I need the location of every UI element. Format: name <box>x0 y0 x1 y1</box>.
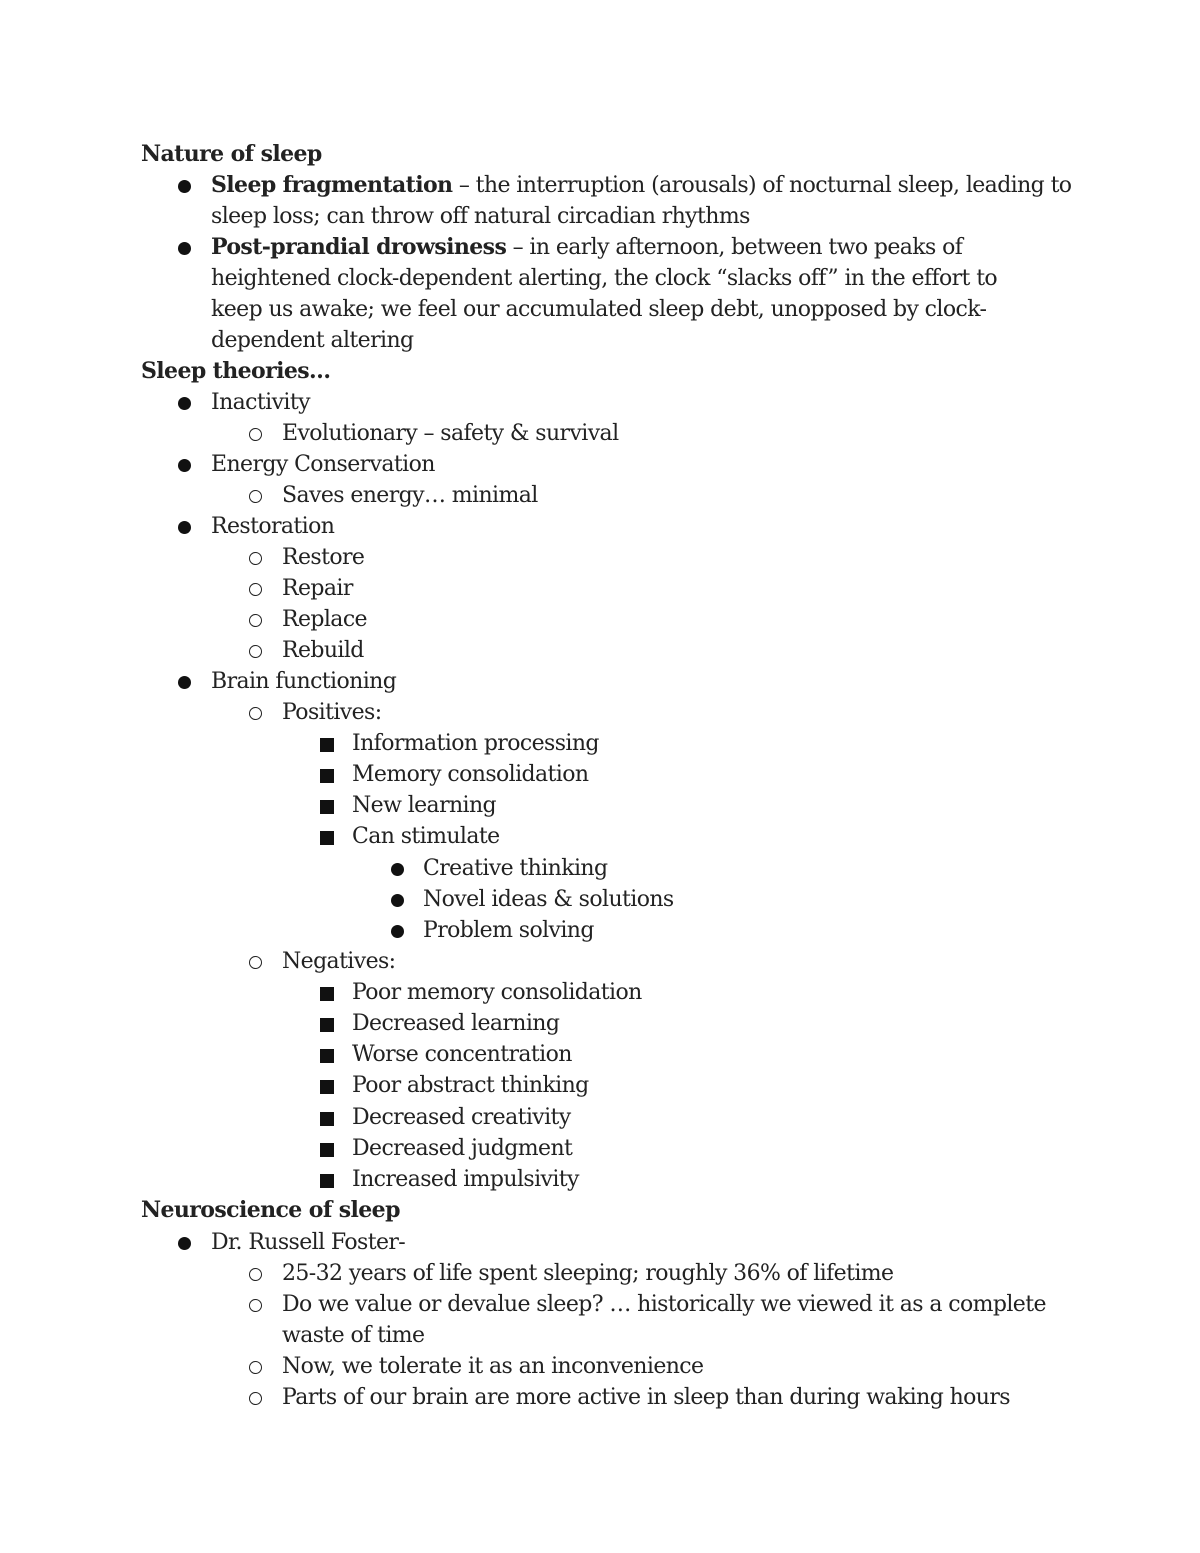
bullet-disc-icon <box>178 521 191 534</box>
list-item: Creative thinking <box>423 856 608 881</box>
bullet-disc-icon <box>391 925 404 938</box>
bullet-square-icon <box>320 1143 334 1157</box>
list-item: Information processing <box>352 731 599 756</box>
list-item: Parts of our brain are more active in sleep than during waking hours <box>282 1385 1010 1410</box>
list-item: Do we value or devalue sleep? … historically we viewed it as a complete <box>282 1292 1046 1317</box>
list-item: Energy Conservation <box>211 452 435 477</box>
list-item: Restoration <box>211 514 335 539</box>
bullet-square-icon <box>320 1049 334 1063</box>
bullet-disc-icon <box>178 459 191 472</box>
definition: – in early afternoon, between two peaks of <box>506 235 963 260</box>
list-item: Increased impulsivity <box>352 1167 579 1192</box>
list-item: Poor abstract thinking <box>352 1073 589 1098</box>
bullet-square-icon <box>320 800 334 814</box>
list-item: Dr. Russell Foster- <box>211 1230 406 1255</box>
list-item: Decreased judgment <box>352 1136 573 1161</box>
bullet-square-icon <box>320 1174 334 1188</box>
bullet-circle-icon <box>249 1268 262 1281</box>
bullet-disc-icon <box>178 1237 191 1250</box>
bullet-circle-icon <box>249 583 262 596</box>
list-item: Now, we tolerate it as an inconvenience <box>282 1354 704 1379</box>
bullet-square-icon <box>320 831 334 845</box>
section-heading: Neuroscience of sleep <box>141 1197 400 1223</box>
bullet-circle-icon <box>249 552 262 565</box>
bullet-disc-icon <box>178 242 191 255</box>
list-item-continuation: keep us awake; we feel our accumulated sleep debt, unopposed by clock- <box>211 297 987 322</box>
list-item: Memory consolidation <box>352 762 589 787</box>
bullet-circle-icon <box>249 428 262 441</box>
list-item-continuation: waste of time <box>282 1323 425 1348</box>
bullet-circle-icon <box>249 490 262 503</box>
list-item: Worse concentration <box>352 1042 572 1067</box>
term: Sleep fragmentation <box>211 172 453 198</box>
bullet-circle-icon <box>249 707 262 720</box>
list-item: Novel ideas & solutions <box>423 887 674 912</box>
bullet-circle-icon <box>249 614 262 627</box>
list-item: Rebuild <box>282 638 364 663</box>
list-item-continuation: dependent altering <box>211 328 414 353</box>
bullet-circle-icon <box>249 956 262 969</box>
bullet-square-icon <box>320 1080 334 1094</box>
bullet-circle-icon <box>249 1361 262 1374</box>
list-item: Brain functioning <box>211 669 397 694</box>
list-item: Evolutionary – safety & survival <box>282 421 619 446</box>
list-item: Saves energy… minimal <box>282 483 538 508</box>
list-item: Decreased creativity <box>352 1105 571 1130</box>
list-item: Inactivity <box>211 390 310 415</box>
list-item-continuation: sleep loss; can throw off natural circadian rhythms <box>211 204 750 229</box>
definition: – the interruption (arousals) of nocturnal sleep, leading to <box>452 173 1072 198</box>
list-item: Problem solving <box>423 918 594 943</box>
list-item-continuation: heightened clock-dependent alerting, the clock “slacks off” in the effort to <box>211 266 998 291</box>
list-item: Negatives: <box>282 949 396 974</box>
list-item: Can stimulate <box>352 824 500 849</box>
bullet-square-icon <box>320 738 334 752</box>
list-item: Decreased learning <box>352 1011 560 1036</box>
bullet-circle-icon <box>249 645 262 658</box>
list-item: Positives: <box>282 700 382 725</box>
bullet-disc-icon <box>178 676 191 689</box>
bullet-square-icon <box>320 1112 334 1126</box>
bullet-square-icon <box>320 769 334 783</box>
bullet-circle-icon <box>249 1392 262 1405</box>
bullet-circle-icon <box>249 1299 262 1312</box>
bullet-disc-icon <box>391 863 404 876</box>
list-item: Poor memory consolidation <box>352 980 642 1005</box>
list-item: Repair <box>282 576 353 601</box>
term: Post-prandial drowsiness <box>211 234 507 260</box>
bullet-square-icon <box>320 1018 334 1032</box>
list-item <box>211 232 962 263</box>
list-item <box>211 170 1071 201</box>
list-item: New learning <box>352 793 497 818</box>
bullet-square-icon <box>320 987 334 1001</box>
section-heading: Nature of sleep <box>141 141 322 167</box>
bullet-disc-icon <box>178 397 191 410</box>
list-item: 25-32 years of life spent sleeping; roughly 36% of lifetime <box>282 1261 894 1286</box>
bullet-disc-icon <box>178 180 191 193</box>
section-heading: Sleep theories… <box>141 358 331 384</box>
list-item: Restore <box>282 545 365 570</box>
list-item: Replace <box>282 607 367 632</box>
bullet-disc-icon <box>391 894 404 907</box>
